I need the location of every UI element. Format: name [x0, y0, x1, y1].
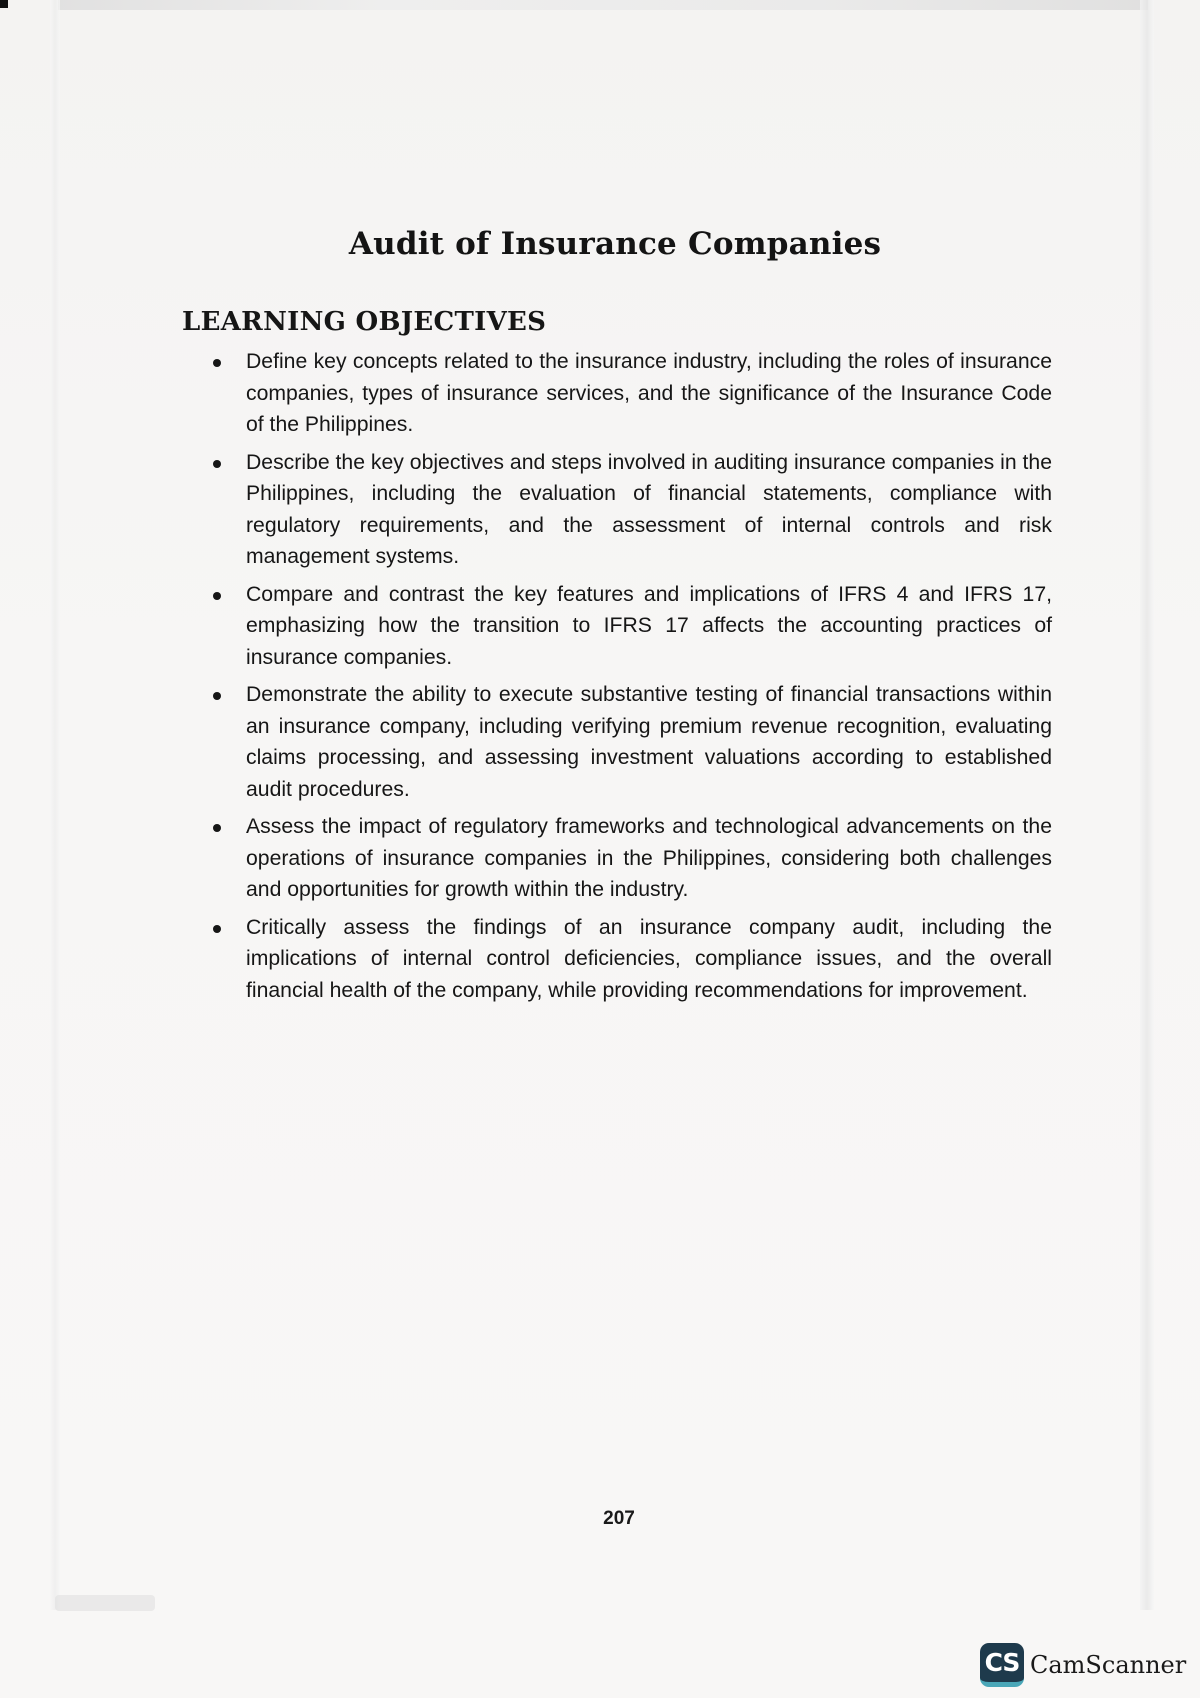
- scan-top-edge: [58, 0, 1148, 10]
- objective-text: Assess the impact of regulatory frameworks and technological advancements on the operations of insurance companies in the Philippines, considering both challenges and opportunities for growth within the industry.: [246, 815, 1052, 901]
- bullet-icon: [213, 592, 221, 600]
- section-heading-learning-objectives: LEARNING OBJECTIVES: [182, 307, 547, 337]
- bullet-icon: [213, 359, 221, 367]
- bullet-icon: [213, 692, 221, 700]
- page-number: 207: [603, 1508, 635, 1529]
- objective-text: Define key concepts related to the insurance industry, including the roles of insurance companies, types of insurance services, and the significance of the Insurance Code of the Philippines.: [246, 350, 1052, 436]
- objective-item-6: [210, 912, 1052, 1007]
- scan-smudge: [55, 1595, 155, 1611]
- camscanner-logo-icon: CS: [980, 1643, 1024, 1687]
- objective-text: Critically assess the findings of an insurance company audit, including the implications of internal control deficiencies, compliance issues, and the overall financial health of the company, while providing recommendations for improvement.: [246, 915, 1052, 1002]
- objective-item-4: [210, 679, 1052, 805]
- camscanner-watermark: [980, 1642, 1186, 1688]
- bullet-icon: [213, 824, 221, 832]
- objective-item-3: [210, 579, 1052, 674]
- objective-text: Describe the key objectives and steps involved in auditing insurance companies in the Philippines, including the evaluation of financial statements, compliance with regulatory requirements, and the assessment of internal controls and risk management systems.: [246, 450, 1052, 568]
- objective-item-5: [210, 811, 1052, 906]
- bullet-icon: [213, 460, 221, 468]
- objective-text: Compare and contrast the key features and implications of IFRS 4 and IFRS 17, emphasizing how the transition to IFRS 17 affects the accounting practices of insurance companies.: [246, 582, 1052, 669]
- camscanner-brand-text: CamScanner: [1030, 1651, 1187, 1679]
- objective-item-2: [210, 447, 1052, 573]
- objective-text: Demonstrate the ability to execute substantive testing of financial transactions within an insurance company, including verifying premium revenue recognition, evaluating claims processing, and assessing investment valuations according to established audit procedures.: [246, 683, 1052, 801]
- bullet-icon: [213, 925, 221, 933]
- page-title: Audit of Insurance Companies: [348, 226, 882, 262]
- objective-item-1: [210, 346, 1052, 441]
- learning-objectives-list: [210, 346, 1052, 1012]
- scan-corner-mark: [0, 0, 8, 8]
